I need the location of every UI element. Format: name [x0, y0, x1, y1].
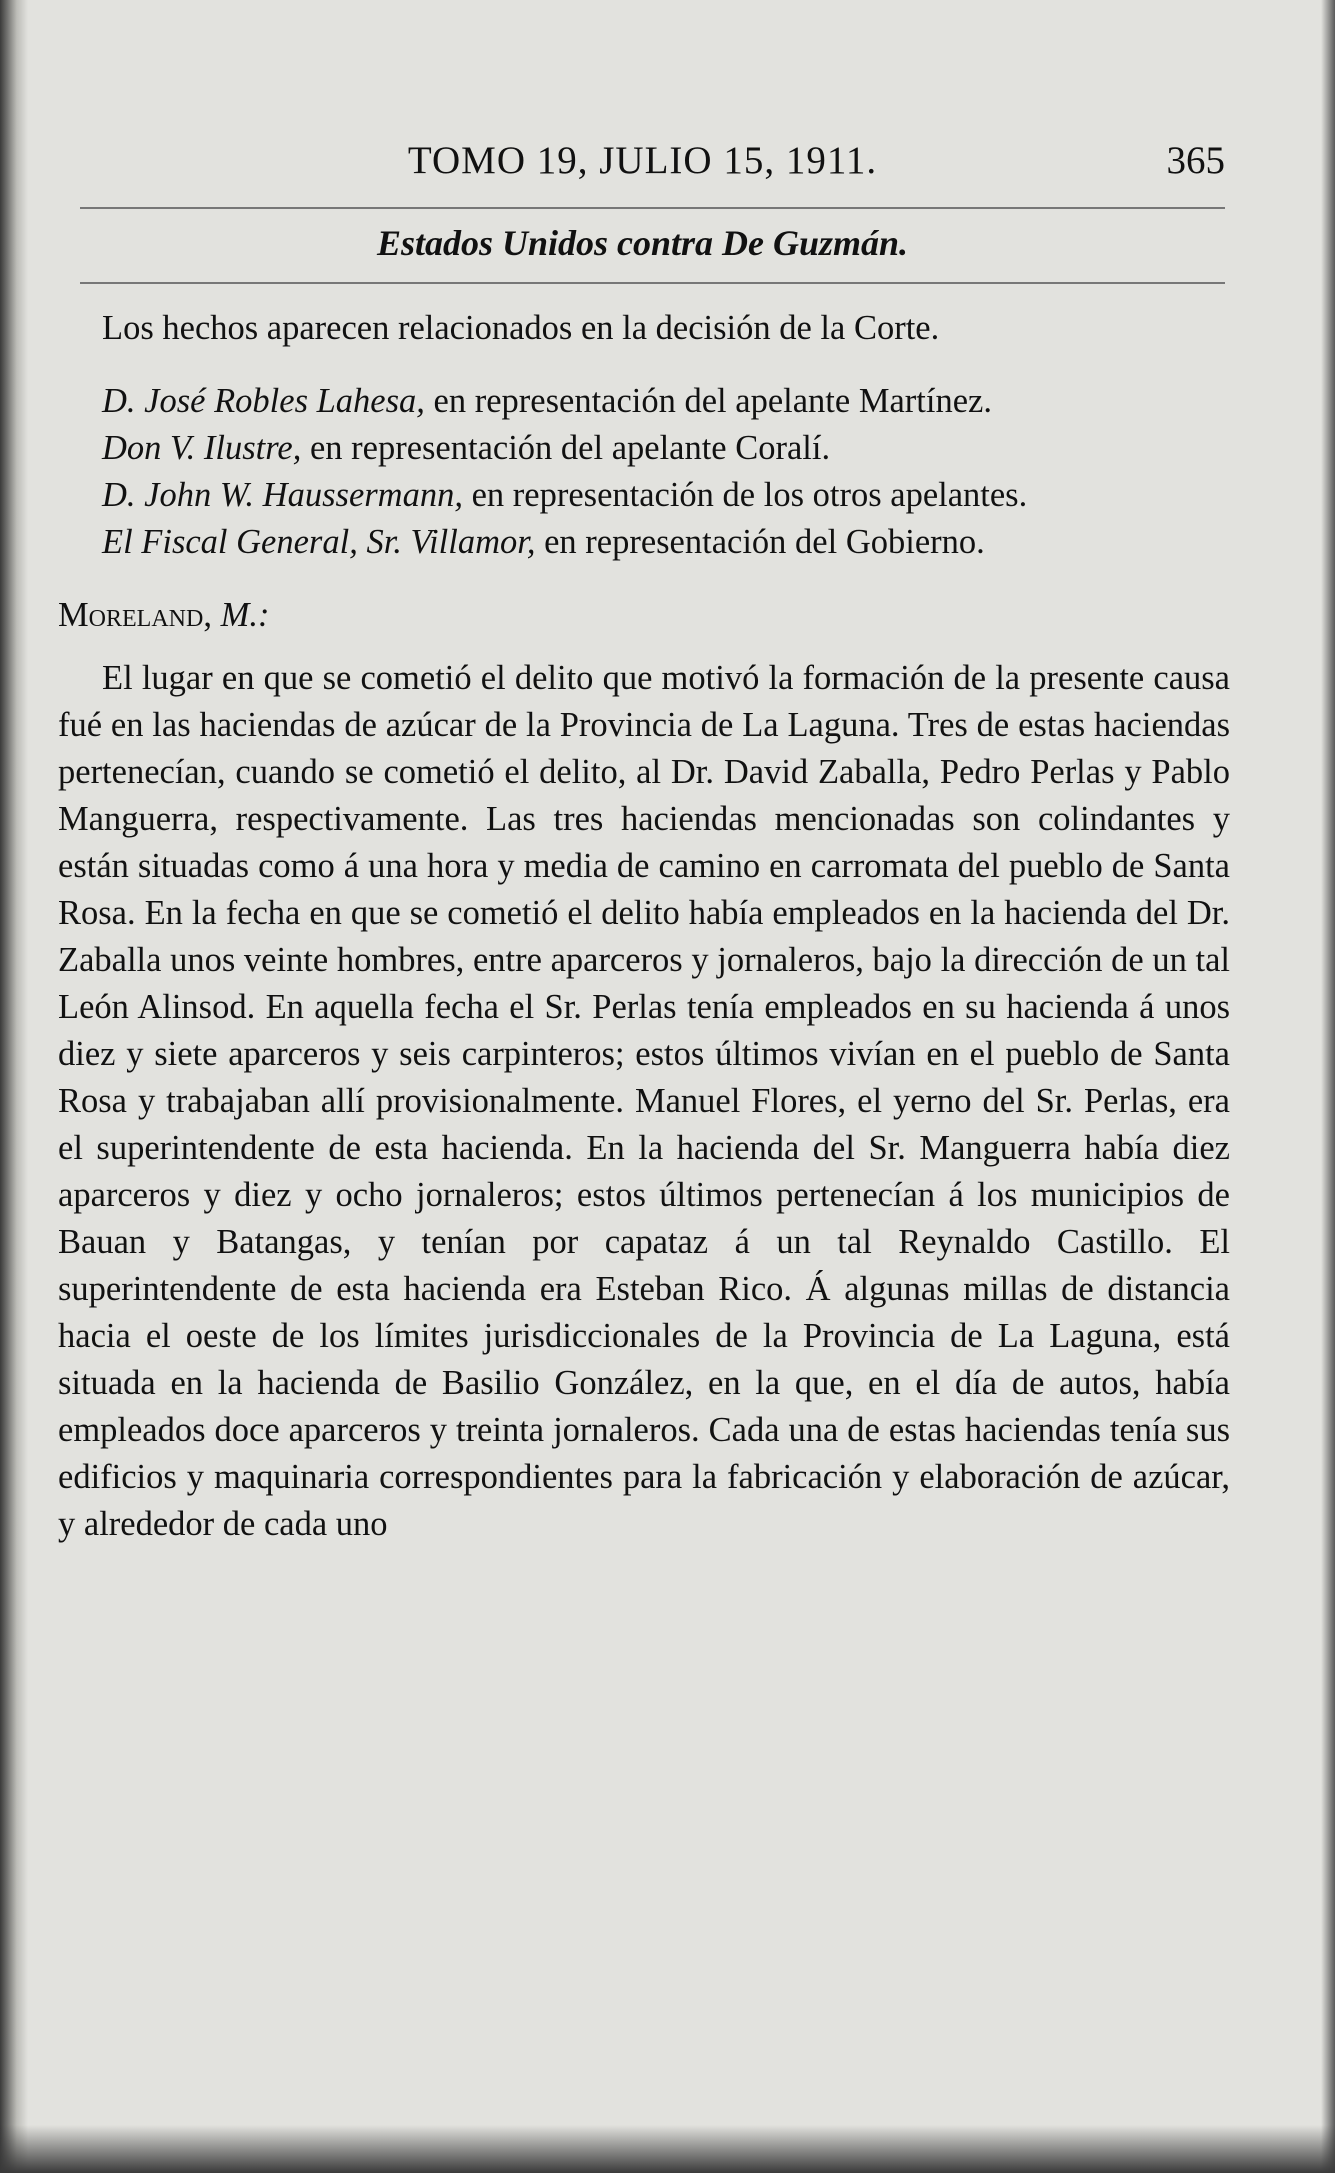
page-number: 365 [1166, 139, 1225, 182]
page-edge-shadow-bottom [0, 2125, 1335, 2173]
page-header [60, 138, 1225, 198]
running-title: TOMO 19, JULIO 15, 1911. [407, 139, 878, 182]
page-edge-shadow-left [0, 0, 28, 2173]
judge-name: Moreland, [58, 596, 212, 634]
counsel-name-2: Don V. Ilustre, [102, 429, 302, 467]
counsel-paragraph-1 [58, 378, 1230, 425]
counsel-role-1: en representación del apelante Martínez. [424, 382, 992, 420]
counsel-paragraph-4 [58, 519, 1230, 566]
counsel-name-1: D. José Robles Lahesa, [102, 382, 425, 420]
counsel-name-4: El Fiscal General, Sr. Villamor, [102, 523, 536, 561]
opinion-paragraph [58, 655, 1230, 1548]
case-title: Estados Unidos contra De Guzmán. [376, 223, 909, 263]
counsel-role-4: en representación del Gobierno. [535, 523, 985, 561]
counsel-role-2: en representación del apelante Coralí. [301, 429, 831, 467]
counsel-name-3: D. John W. Haussermann, [102, 476, 463, 514]
judge-line [58, 592, 1230, 639]
page-body [58, 305, 1230, 1548]
case-title-rule [80, 282, 1225, 284]
counsel-paragraph-2 [58, 425, 1230, 472]
judge-title: M.: [211, 596, 270, 634]
counsel-paragraph-3 [58, 472, 1230, 519]
counsel-role-3: en representación de los otros apelantes. [462, 476, 1028, 514]
facts-text: Los hechos aparecen relacionados en la decisión de la Corte. [102, 309, 940, 347]
page-edge-shadow-right [1321, 0, 1335, 2173]
opinion-text: El lugar en que se cometió el delito que motivó la formación de la presente causa fué en las haciendas de azúcar de la Provincia de La Laguna. Tres de estas haciendas pertenecían, cuando se cometió el delito, al Dr. David Zaballa, Pedro Perlas y Pablo Manguerra, respectivamente. Las tres haciendas mencionadas son colindantes y están situadas como á una hora y media de camino en carromata del pueblo de Santa Rosa. En la fecha en que se cometió el delito había empleados en la hacienda del Dr. Zaballa unos veinte hombres, entre aparceros y jornaleros, bajo la dirección de un tal León Alinsod. En aquella fecha el Sr. Perlas tenía empleados en su hacienda á unos diez y siete aparceros y seis carpinteros; estos últimos vivían en el pueblo de Santa Rosa y trabajaban allí provisionalmente. Manuel Flores, el yerno del Sr. Perlas, era el superintendente de esta hacienda. En la hacienda del Sr. Manguerra había diez aparceros y diez y ocho jornaleros; estos últimos pertenecían á los municipios de Bauan y Batangas, y tenían por capataz á un tal Reynaldo Castillo. El superintendente de esta hacienda era Esteban Rico. Á algunas millas de distancia hacia el oeste de los límites jurisdiccionales de la Provincia de La Laguna, está situada en la hacienda de Basilio González, en la que, en el día de autos, había empleados doce aparceros y treinta jornaleros. Cada una de estas haciendas tenía sus edificios y maquinaria correspondientes para la fabricación y elaboración de azúcar, y alrededor de cada uno [58, 659, 1230, 1543]
facts-paragraph [58, 305, 1230, 352]
header-rule [80, 207, 1225, 209]
